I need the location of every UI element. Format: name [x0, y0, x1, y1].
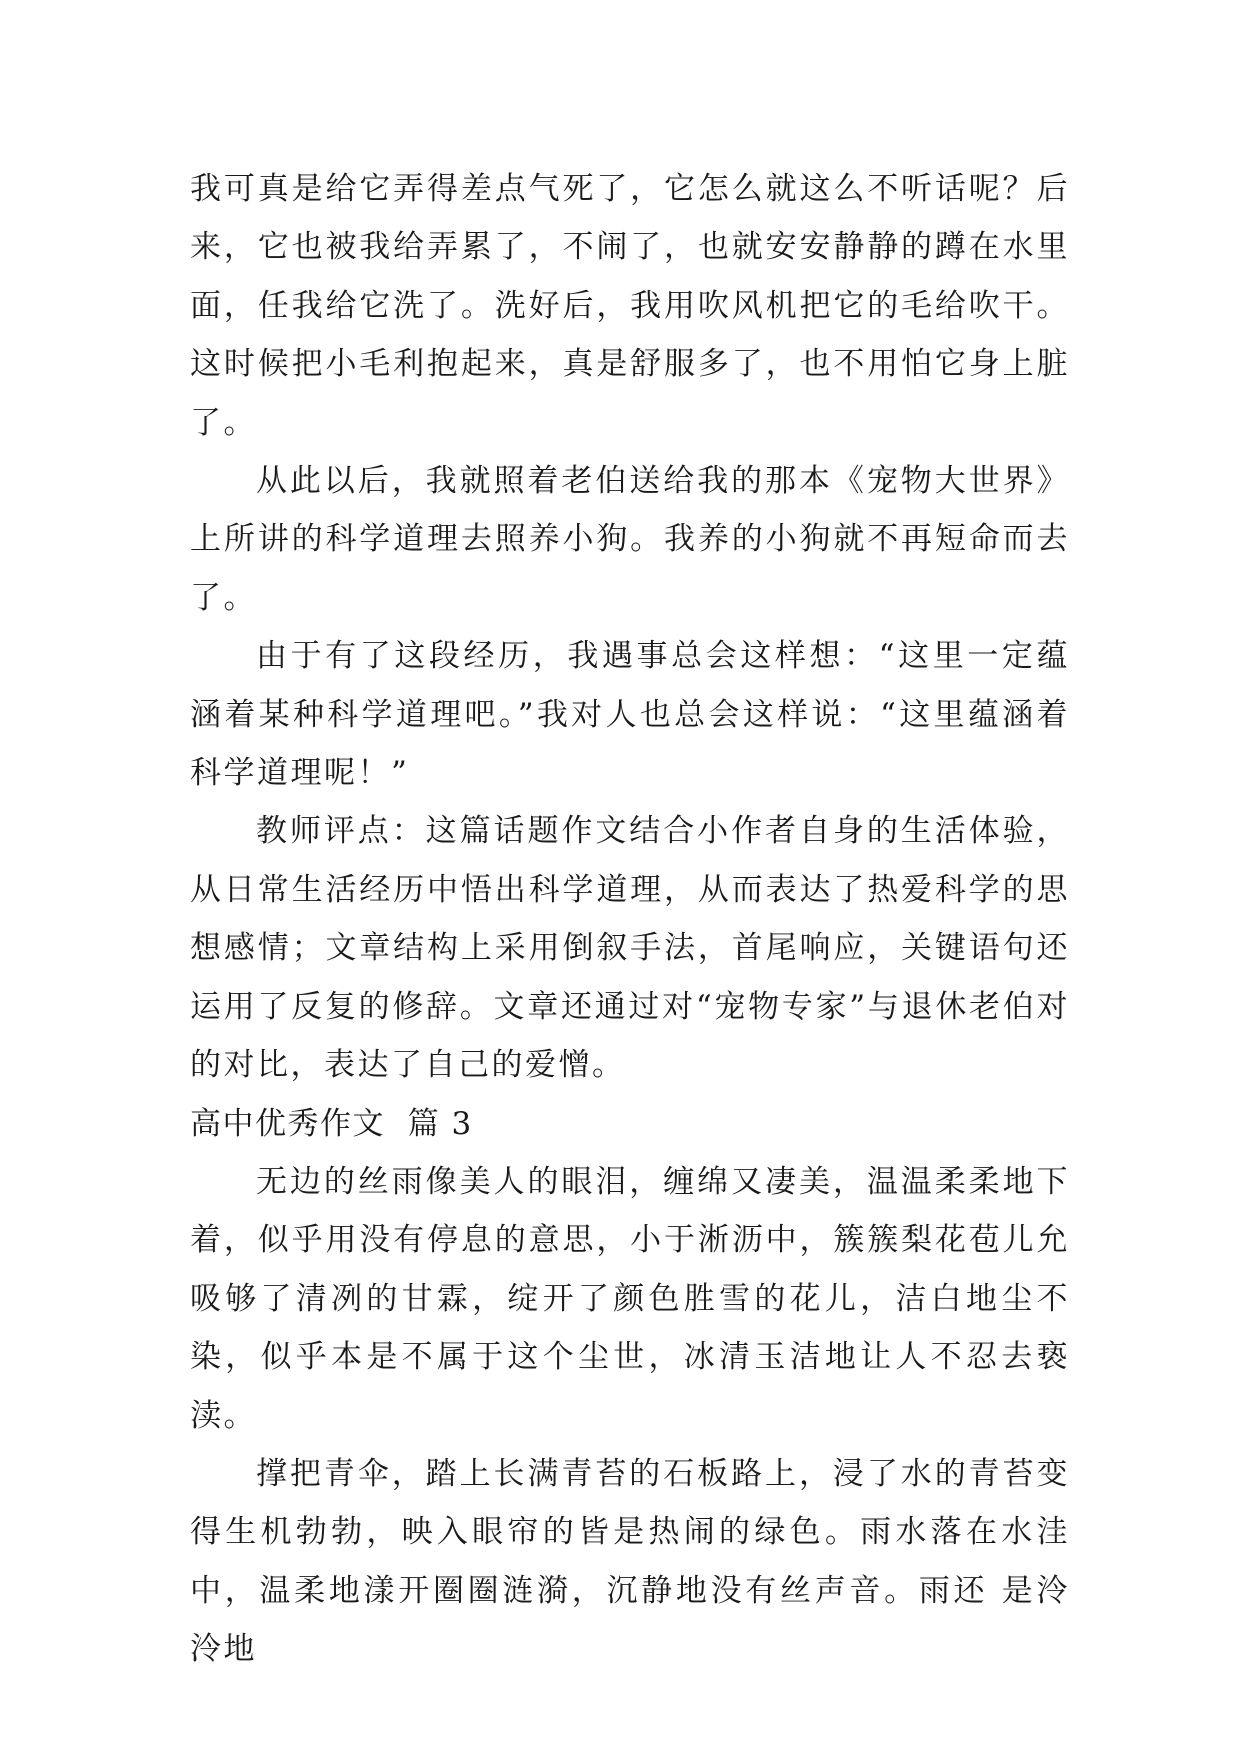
paragraph-experience: 由于有了这段经历，我遇事总会这样想：“这里一定蕴涵着某种科学道理吧。”我对人也总会这样说：“这里蕴涵着科学道理呢！”	[190, 638, 1070, 792]
paragraph-umbrella: 撑把青伞，踏上长满青苔的石板路上，浸了水的青苔变得生机勃勃，映入眼帘的皆是热闹的绿色。雨水落在水洼中，温柔地漾开圈圈涟漪，沉静地没有丝声音。雨还 是泠泠地	[190, 1455, 1070, 1668]
document-body	[190, 160, 1070, 1679]
paragraph-teacher-comment: 教师评点：这篇话题作文结合小作者自身的生活体验，从日常生活经历中悟出科学道理，从而表达了热爱科学的思想感情；文章结构上采用倒叙手法，首尾响应，关键语句还运用了反复的修辞。文章还通过对“宠物专家”与退休老伯对的对比，表达了自己的爱憎。	[190, 813, 1070, 1084]
section-heading: 高中优秀作文 篇 3	[190, 1105, 473, 1142]
paragraph-since-then: 从此以后，我就照着老伯送给我的那本《宠物大世界》上所讲的科学道理去照养小狗。我养的小狗就不再短命而去了。	[190, 463, 1070, 616]
paragraph-drizzle: 无边的丝雨像美人的眼泪，缠绵又凄美，温温柔柔地下着，似乎用没有停息的意思，小于淅沥中，簇簇梨花苞儿允吸够了清冽的甘霖，绽开了颜色胜雪的花儿，洁白地尘不染，似乎本是不属于这个尘世，冰清玉洁地让人不忍去亵渎。	[190, 1163, 1070, 1434]
paragraph-dog-bath: 我可真是给它弄得差点气死了，它怎么就这么不听话呢？后来，它也被我给弄累了，不闹了，也就安安静静的蹲在水里面，任我给它洗了。洗好后，我用吹风机把它的毛给吹干。这时候把小毛利抱起来，真是舒服多了，也不用怕它身上脏了。	[190, 171, 1070, 441]
